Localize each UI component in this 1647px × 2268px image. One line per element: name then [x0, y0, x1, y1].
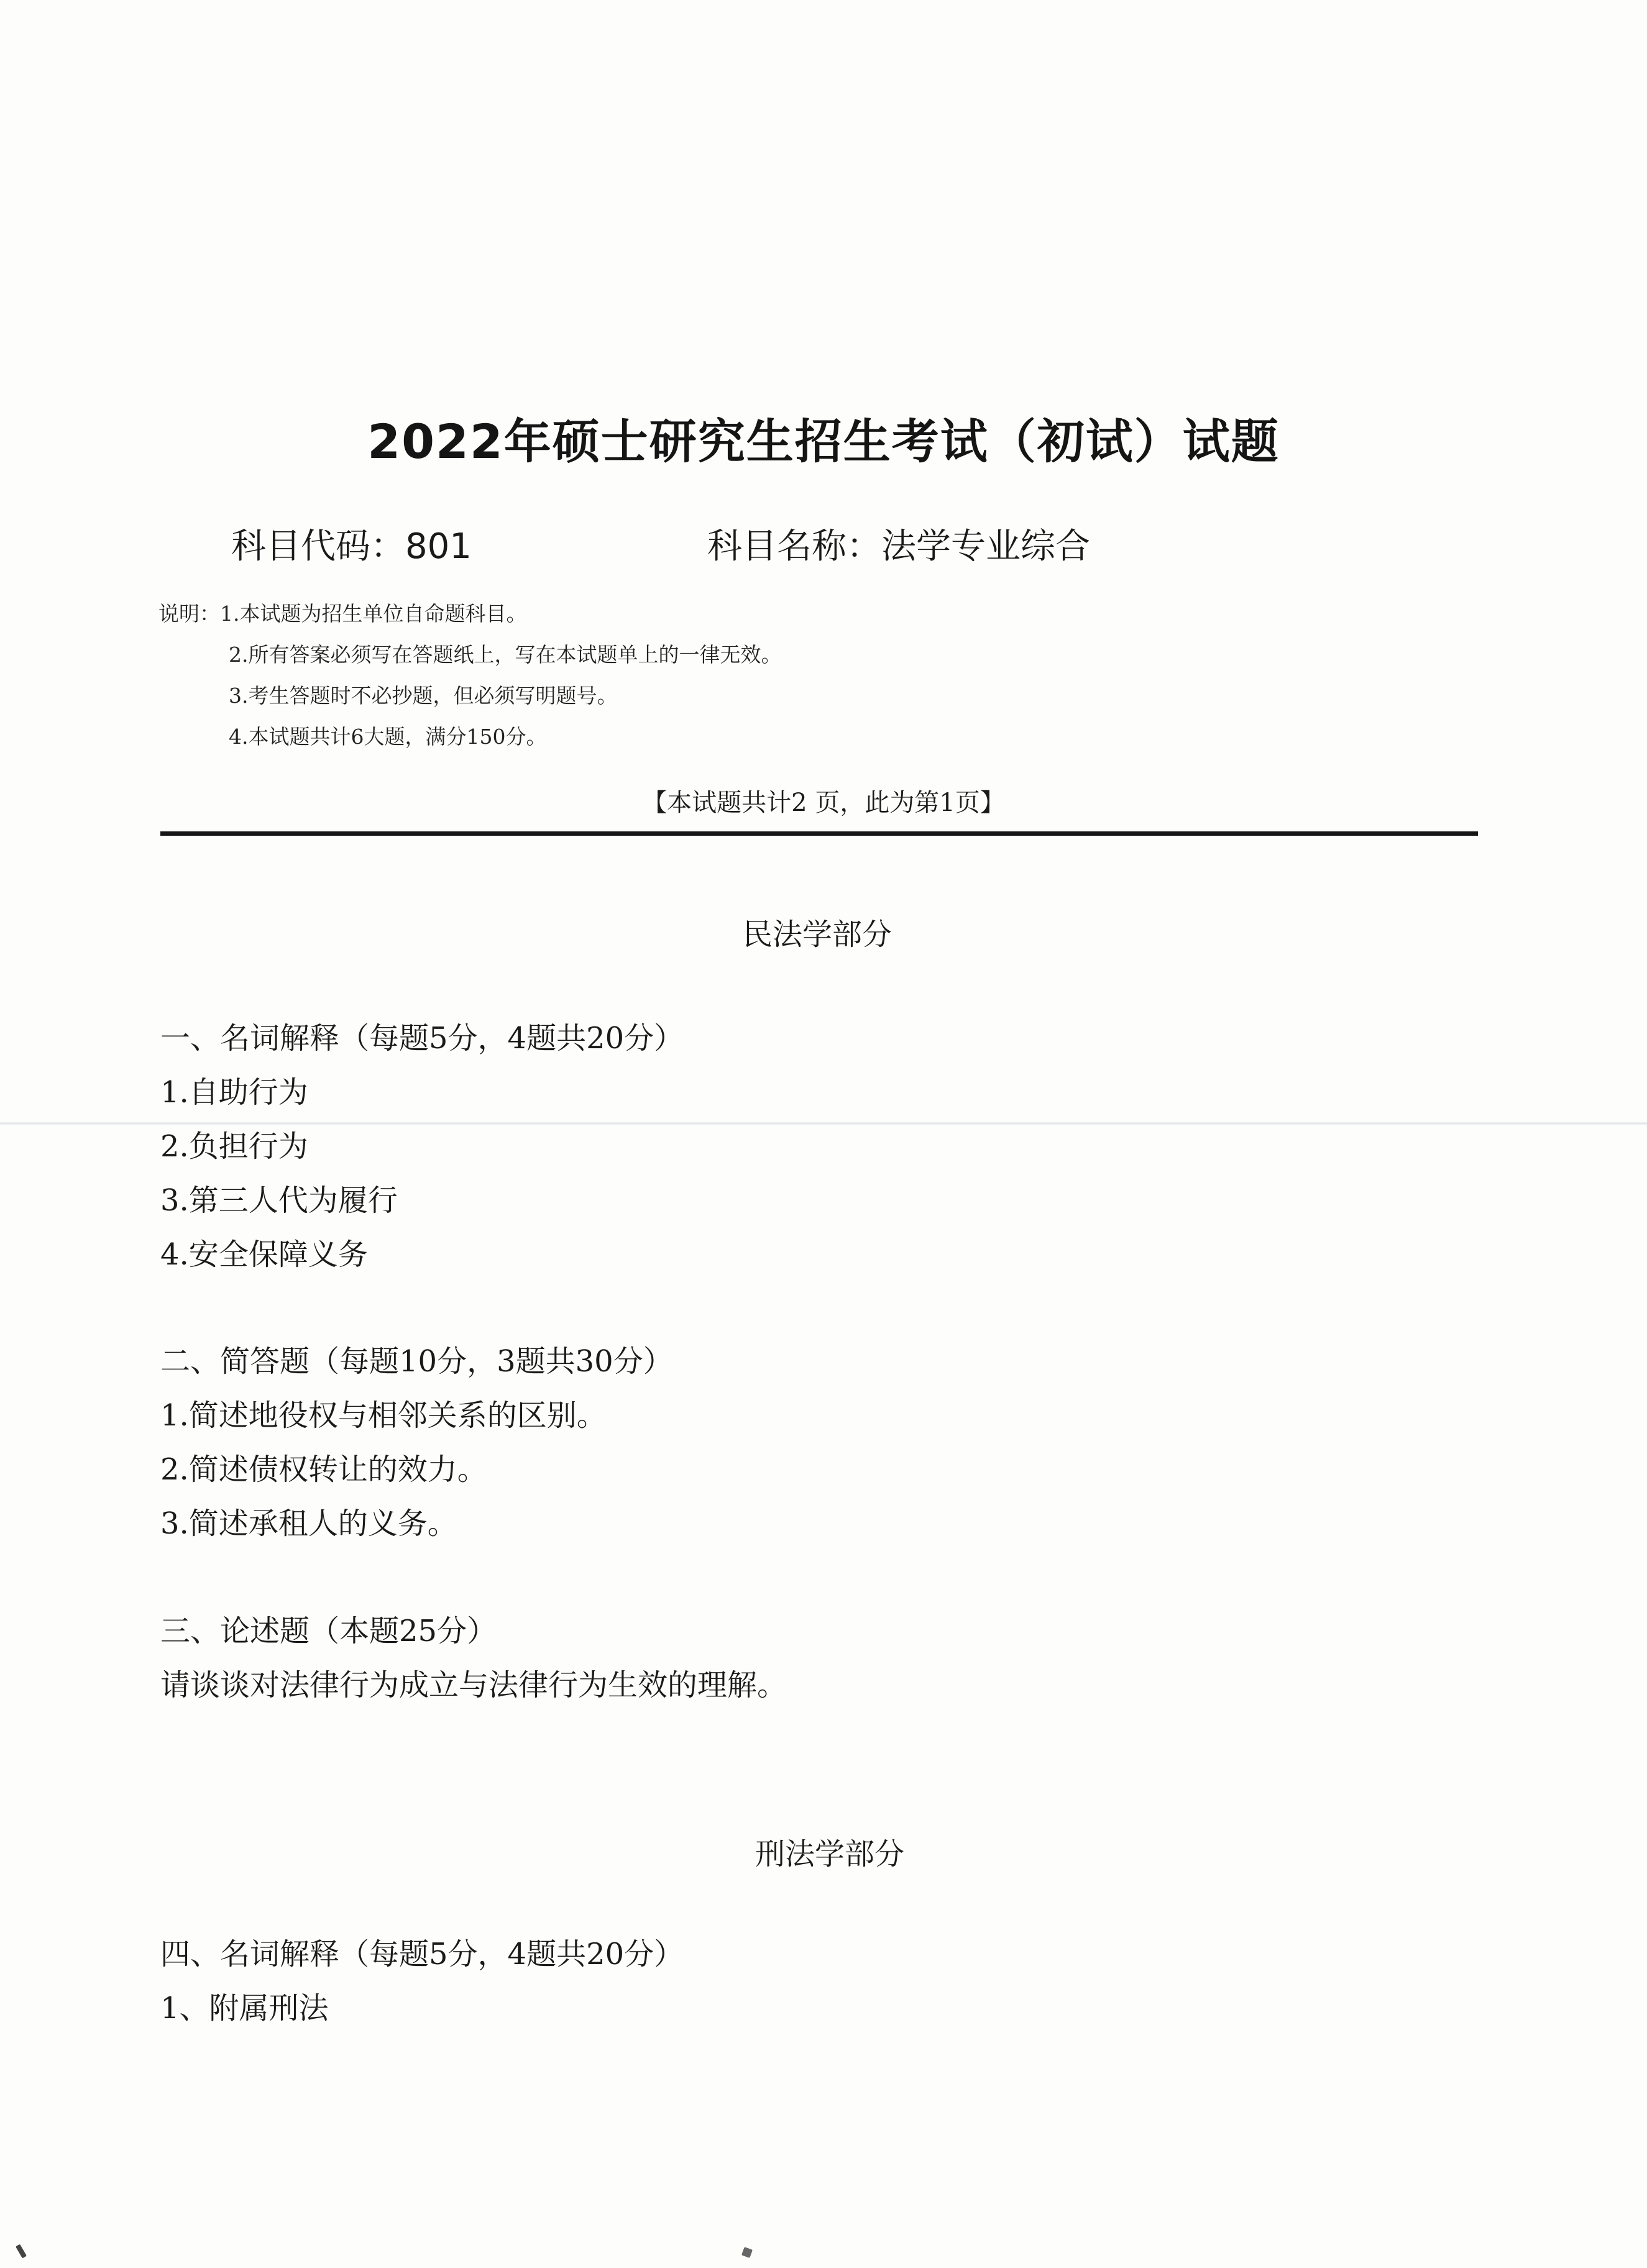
- question-item: 2.简述债权转让的效力。: [160, 1452, 487, 1487]
- question-item: 3.简述承租人的义务。: [160, 1506, 457, 1541]
- section-heading-civil-law: 民法学部分: [742, 917, 892, 952]
- subject-code: 科目代码：801: [231, 526, 472, 567]
- exam-title: 2022年硕士研究生招生考试（初试）试题: [367, 414, 1280, 469]
- instruction-item: 4.本试题共计6大题，满分150分。: [229, 725, 547, 749]
- header-divider: [160, 831, 1478, 836]
- instructions: [158, 593, 782, 757]
- question-item: 3.第三人代为履行: [160, 1183, 398, 1218]
- question-title: 二、简答题（每题10分，3题共30分）: [160, 1344, 673, 1379]
- scan-speck: [741, 2247, 753, 2258]
- instruction-item: 2.所有答案必须写在答题纸上，写在本试题单上的一律无效。: [229, 642, 782, 667]
- question-item: 1、附属刑法: [160, 1991, 329, 2026]
- question-group-2: [160, 1335, 673, 1551]
- question-item: 1.自助行为: [160, 1075, 308, 1110]
- subject-name: 科目名称：法学专业综合: [707, 526, 1090, 567]
- question-group-1: [160, 1012, 684, 1282]
- question-item: 2.负担行为: [160, 1129, 308, 1164]
- question-title: 三、论述题（本题25分）: [160, 1614, 497, 1648]
- instruction-item: 3.考生答题时不必抄题，但必须写明题号。: [229, 684, 618, 708]
- question-item: 4.安全保障义务: [160, 1237, 368, 1272]
- instruction-item: 说明：1.本试题为招生单位自命题科目。: [158, 601, 527, 626]
- question-item: 1.简述地役权与相邻关系的区别。: [160, 1398, 607, 1433]
- question-item: 请谈谈对法律行为成立与法律行为生效的理解。: [160, 1668, 787, 1703]
- section-heading-criminal-law: 刑法学部分: [755, 1837, 904, 1872]
- question-title: 一、名词解释（每题5分，4题共20分）: [160, 1021, 684, 1056]
- question-title: 四、名词解释（每题5分，4题共20分）: [160, 1937, 684, 1972]
- page-count-note: 【本试题共计2 页，此为第1页】: [642, 789, 1005, 817]
- question-group-4: [160, 1927, 684, 2036]
- scan-speck: [16, 2244, 27, 2258]
- question-group-3: [160, 1604, 787, 1712]
